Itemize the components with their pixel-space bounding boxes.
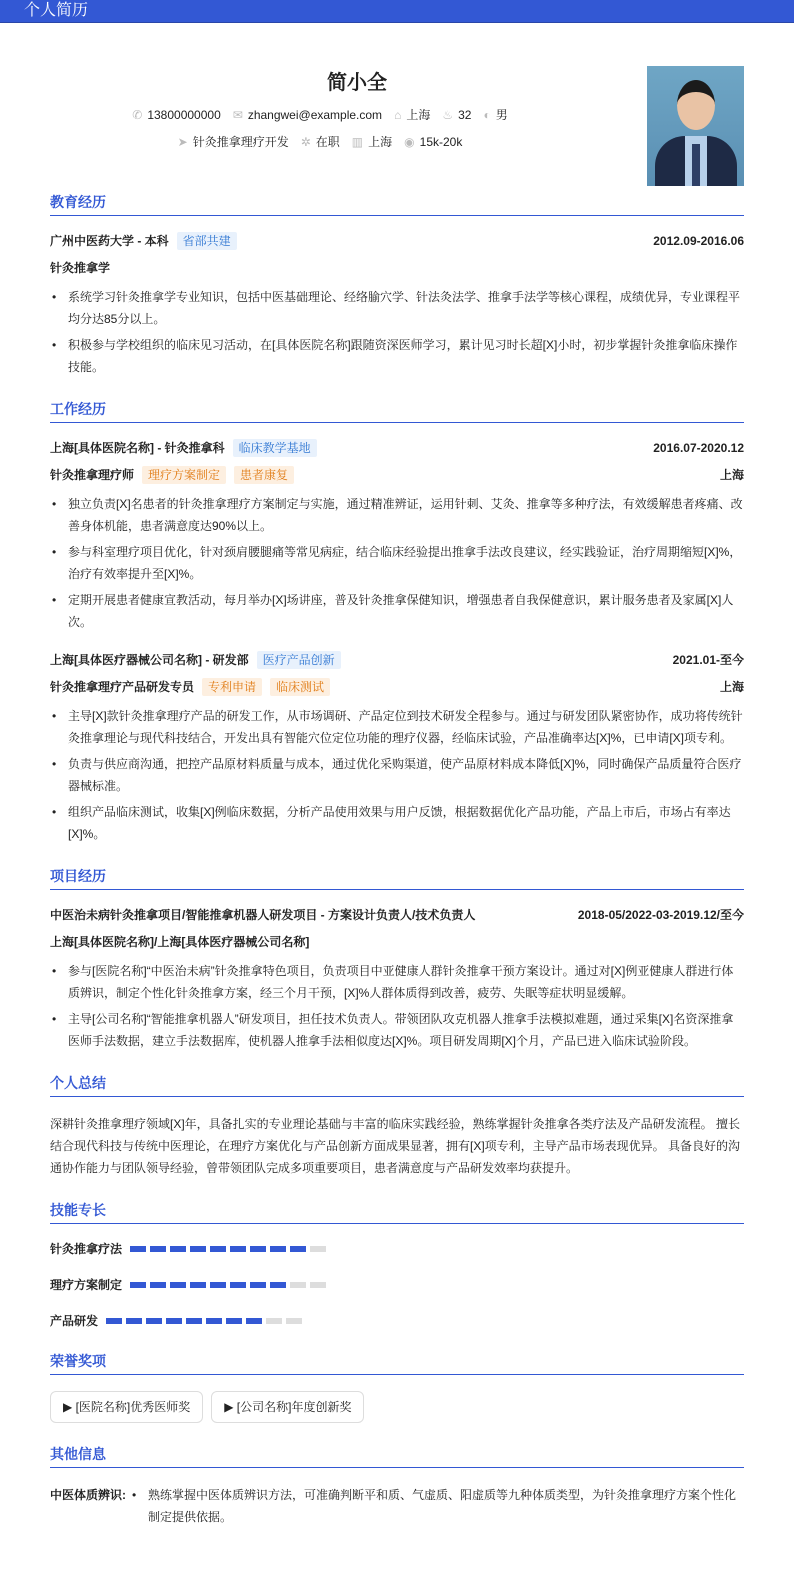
award-item[interactable] [50,1391,203,1423]
intent-row [0,134,640,150]
work-section [50,400,744,845]
skill-level-segment [190,1282,206,1288]
tag: 患者康复 [234,466,294,484]
major: 针灸推拿学 [50,261,111,275]
target-city: 上海 [368,135,393,149]
cake-icon: ♨ [442,108,454,122]
profile-header [0,23,794,183]
gender: 男 [495,108,508,122]
skill-level-segment [126,1318,142,1324]
skill-level-segment [150,1282,166,1288]
list-item: • 积极参与学校组织的临床见习活动，在[具体医院名称]跟随资深医师学习，累计见习时长超[X]小时，初步掌握针灸推拿临床操作技能。 [50,334,744,378]
job-status: 在职 [315,135,340,149]
app-title: 个人简历 [0,0,794,23]
skills-list [50,1240,744,1330]
skill-level-segment [186,1318,202,1324]
phone-icon: ✆ [132,108,143,122]
skill-level-segment [290,1282,306,1288]
skill-level-bar [106,1318,302,1324]
list-item: • 组织产品临床测试，收集[X]例临床数据，分析产品使用效果与用户反馈，根据数据优化产品功能，产品上市后，市场占有率达[X]%。 [50,801,744,845]
summary-section [50,1074,744,1179]
skill-level-segment [310,1282,326,1288]
project-section [50,867,744,1052]
skill-level-segment [270,1282,286,1288]
section-title: 荣誉奖项 [50,1352,744,1375]
skill-item [50,1312,403,1330]
skill-level-segment [230,1246,246,1252]
salary: 15k-20k [419,135,463,149]
school: 广州中医药大学 - 本科 [50,234,169,248]
skill-level-segment [290,1246,306,1252]
tag: 临床教学基地 [233,439,317,457]
skill-level-segment [166,1318,182,1324]
section-title: 教育经历 [50,193,744,216]
date: 2012.09-2016.06 [653,234,744,248]
award-item[interactable] [211,1391,364,1423]
candidate-name: 简小全 [327,72,387,94]
list-item: • 熟练掌握中医体质辨识方法，可准确判断平和质、气虚质、阳虚质等九种体质类型，为针灸推拿理疗方案个性化制定提供依据。 [130,1484,744,1528]
skill-level-segment [106,1318,122,1324]
skill-level-segment [130,1282,146,1288]
other-section [50,1445,744,1532]
building-icon: ▥ [351,135,364,149]
home-icon: ⌂ [394,108,402,122]
list-item: • 主导[公司名称]“智能推拿机器人”研发项目，担任技术负责人。带领团队攻克机器人推拿手法模拟难题，通过采集[X]名资深推拿医师手法数据，建立手法数据库，使机器人推拿手法相似度达[X]%。项目研发周期[X]个月，产品已进入临床试验阶段。 [50,1008,744,1052]
awards-section [50,1352,744,1423]
skill-level-segment [190,1246,206,1252]
section-title: 技能专长 [50,1201,744,1224]
skill-item [50,1276,403,1294]
project-org: 上海[具体医院名称]/上海[具体医疗器械公司名称] [50,935,310,949]
status-icon: ✲ [300,135,311,149]
skill-level-segment [170,1282,186,1288]
skill-level-segment [250,1246,266,1252]
company: 上海[具体医疗器械公司名称] - 研发部 [50,653,249,667]
city: 上海 [719,680,744,694]
skill-level-segment [270,1246,286,1252]
skill-level-segment [146,1318,162,1324]
skill-level-segment [286,1318,302,1324]
skill-level-segment [246,1318,262,1324]
skill-name: 理疗方案制定 [50,1278,123,1292]
award-label: [医院名称]优秀医师奖 [75,1400,191,1414]
skills-section [50,1201,744,1330]
list-item: • 主导[X]款针灸推拿理疗产品的研发工作，从市场调研、产品定位到技术研发全程参与。通过与研发团队紧密协作，成功将传统针灸推拿理论与现代科技结合，开发出具有智能穴位定位功能的理疗仪器，经临床试验，产品准确率达[X]%，已申请[X]项专利。 [50,705,744,749]
role: 针灸推拿理疗师 [50,468,135,482]
list-item: • 负责与供应商沟通，把控产品原材料质量与成本，通过优化采购渠道，使产品原材料成本降低[X]%，同时确保产品质量符合医疗器械标准。 [50,753,744,797]
tag: 理疗方案制定 [142,466,226,484]
section-title: 其他信息 [50,1445,744,1468]
skill-level-segment [226,1318,242,1324]
section-title: 个人总结 [50,1074,744,1097]
date: 2016.07-2020.12 [653,441,744,455]
date: 2018-05/2022-03-2019.12/至今 [577,908,744,922]
contact-row [0,107,640,123]
send-icon: ➤ [177,135,188,149]
caret-right-icon: ▶ [63,1400,76,1414]
profile-photo [647,66,744,186]
skill-level-segment [150,1246,166,1252]
skill-level-segment [130,1246,146,1252]
section-title: 项目经历 [50,867,744,890]
skill-item [50,1240,403,1258]
skill-level-segment [206,1318,222,1324]
salary-icon: ◉ [404,135,415,149]
skill-name: 针灸推拿疗法 [50,1242,123,1256]
location: 上海 [406,108,431,122]
age: 32 [458,108,472,122]
email-icon: ✉ [232,108,243,122]
tag: 专利申请 [202,678,262,696]
section-title: 工作经历 [50,400,744,423]
gender-icon: ◐ [483,108,491,122]
tag: 省部共建 [177,232,237,250]
company: 上海[具体医院名称] - 针灸推拿科 [50,441,225,455]
tag: 医疗产品创新 [257,651,341,669]
city: 上海 [719,468,744,482]
skill-level-bar [130,1246,326,1252]
skill-level-bar [130,1282,326,1288]
skill-level-segment [210,1246,226,1252]
skill-level-segment [170,1246,186,1252]
summary-text: 深耕针灸推拿理疗领域[X]年，具备扎实的专业理论基础与丰富的临床实践经验，熟练掌握针灸推拿各类疗法及产品研发流程。 擅长结合现代科技与传统中医理论，在理疗方案优化与产品创新方面成果显著，拥有[X]项专利，主导产品市场表现优异。 具备良好的沟通协作能力与团队领导经验，曾带领团队完成多项重要项目，患者满意度与产品研发效率均获提升。 [50,1117,741,1175]
date: 2021.01-至今 [672,653,744,667]
email: zhangwei@example.com [247,108,383,122]
target-job: 针灸推拿理疗开发 [192,135,289,149]
list-item: • 参与[医院名称]“中医治未病”针灸推拿特色项目，负责项目中亚健康人群针灸推拿干预方案设计。通过对[X]例亚健康人群进行体质辨识，制定个性化针灸推拿方案，经三个月干预，[X]%人群体质得到改善，疲劳、失眠等症状明显缓解。 [50,960,744,1004]
other-label: 中医体质辨识: [50,1488,126,1502]
award-label: [公司名称]年度创新奖 [236,1400,352,1414]
list-item: • 独立负责[X]名患者的针灸推拿理疗方案制定与实施，通过精准辨证，运用针刺、艾灸、推拿等多种疗法，有效缓解患者疼痛、改善身体机能，患者满意度达90%以上。 [50,493,744,537]
skill-level-segment [266,1318,282,1324]
skill-name: 产品研发 [50,1314,99,1328]
list-item: • 定期开展患者健康宣教活动，每月举办[X]场讲座，普及针灸推拿保健知识，增强患者自我保健意识，累计服务患者及家属[X]人次。 [50,589,744,633]
tag: 临床测试 [270,678,330,696]
project-name: 中医治未病针灸推拿项目/智能推拿机器人研发项目 - 方案设计负责人/技术负责人 [50,908,476,922]
role: 针灸推拿理疗产品研发专员 [50,680,195,694]
education-section [50,193,744,378]
caret-right-icon: ▶ [224,1400,237,1414]
phone: 13800000000 [147,108,221,122]
skill-level-segment [230,1282,246,1288]
skill-level-segment [210,1282,226,1288]
list-item: • 系统学习针灸推拿学专业知识，包括中医基础理论、经络腧穴学、针法灸法学、推拿手法学等核心课程，成绩优异，专业课程平均分达85分以上。 [50,286,744,330]
list-item: • 参与科室理疗项目优化，针对颈肩腰腿痛等常见病症，结合临床经验提出推拿手法改良建议，经实践验证，治疗周期缩短[X]%，治疗有效率提升至[X]%。 [50,541,744,585]
skill-level-segment [310,1246,326,1252]
skill-level-segment [250,1282,266,1288]
